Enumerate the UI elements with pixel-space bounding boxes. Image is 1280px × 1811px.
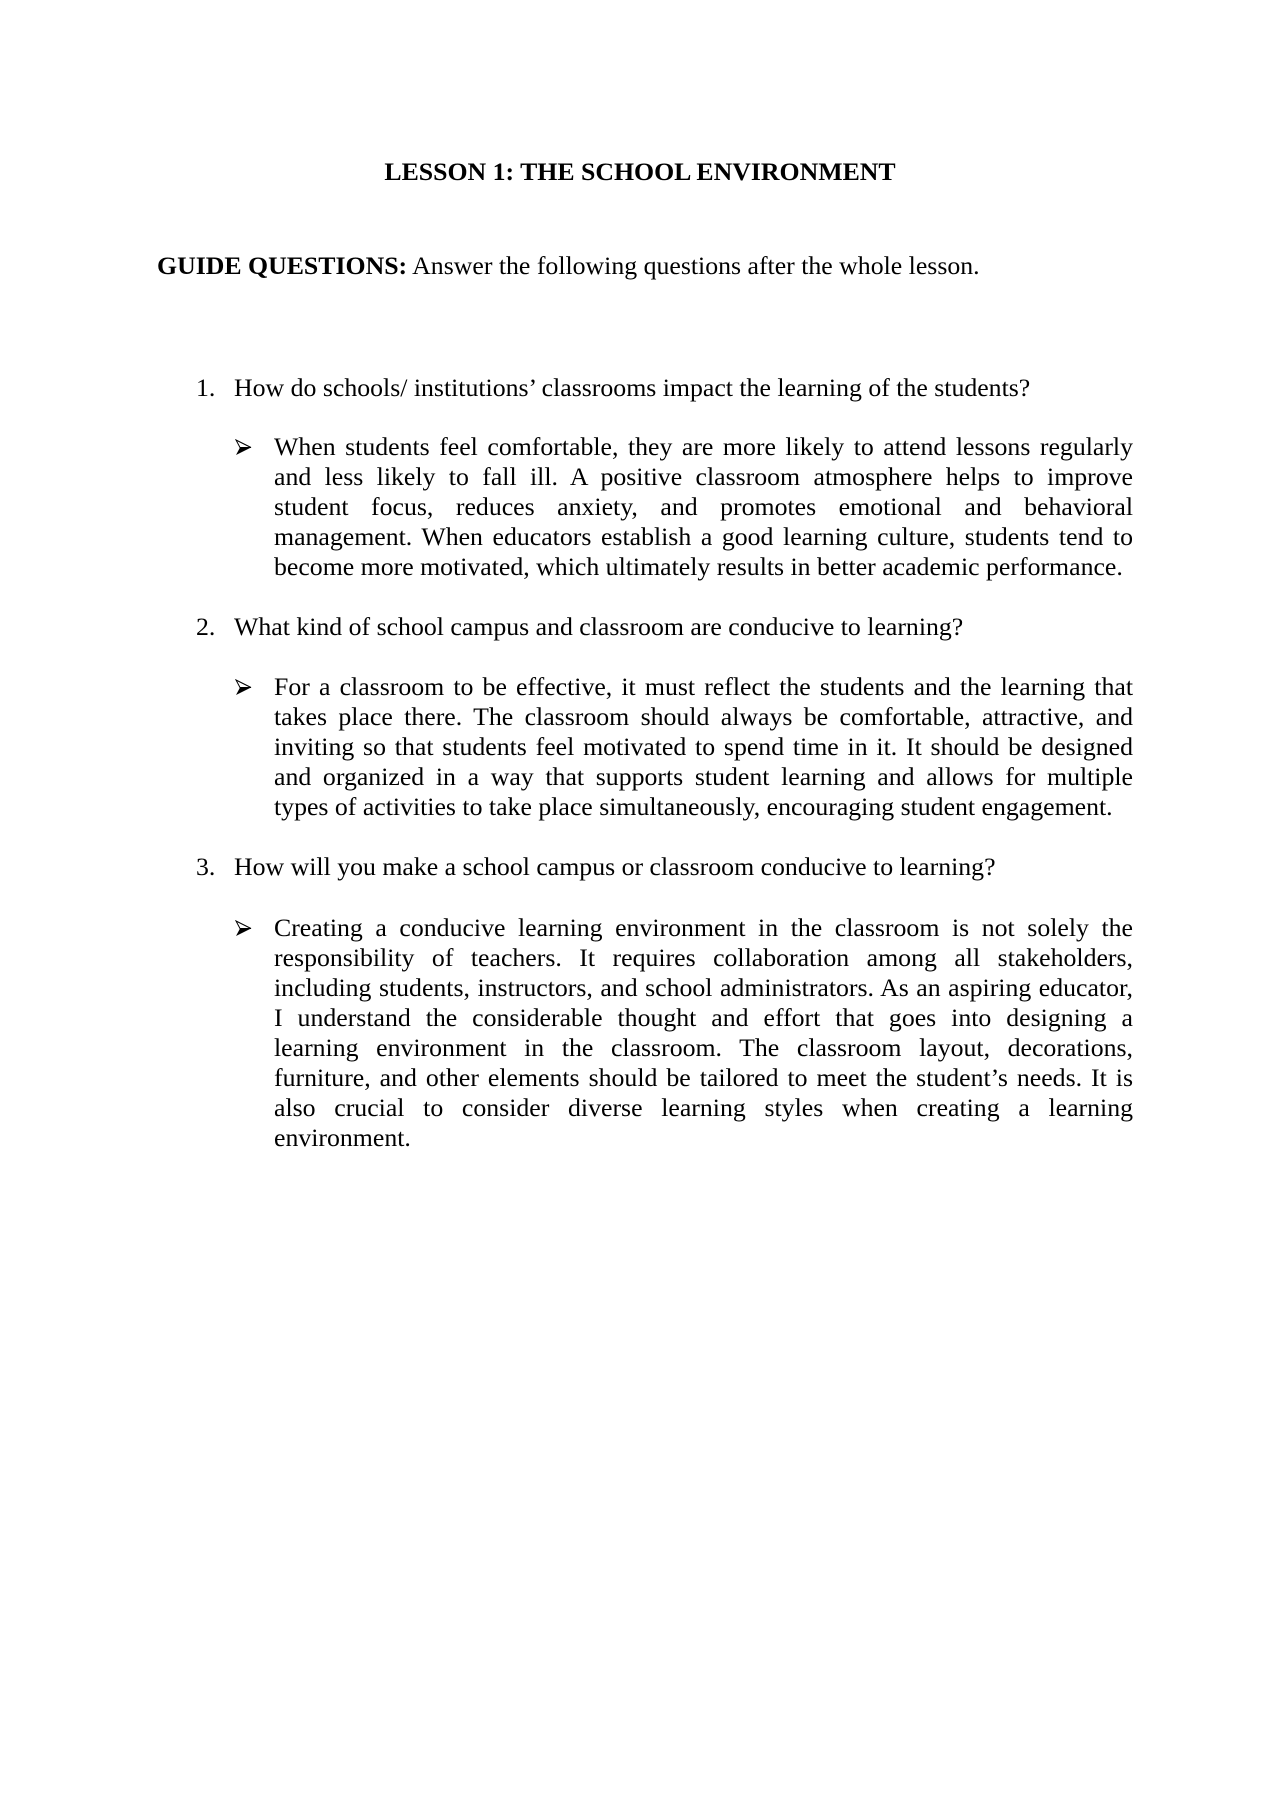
question-text: What kind of school campus and classroom are conducive to learning? <box>234 612 964 641</box>
guide-questions-label: GUIDE QUESTIONS: <box>157 251 408 280</box>
answer-paragraph <box>274 432 1133 582</box>
question-text: How will you make a school campus or classroom conducive to learning? <box>234 852 996 881</box>
answer-line: takes place there. The classroom should always be comfortable, attractive, and <box>274 702 1133 731</box>
lesson-title: LESSON 1: THE SCHOOL ENVIRONMENT <box>384 157 896 186</box>
answer-line: including students, instructors, and school administrators. As an aspiring educator, <box>274 973 1133 1002</box>
arrowhead-bullet-icon <box>235 679 252 696</box>
guide-questions-instruction: Answer the following questions after the whole lesson. <box>407 251 980 280</box>
answer-line: inviting so that students feel motivated to spend time in it. It should be designed <box>274 732 1133 761</box>
answer-line: environment. <box>274 1123 411 1152</box>
answer-line: furniture, and other elements should be tailored to meet the student’s needs. It is <box>274 1063 1133 1092</box>
answer-line: management. When educators establish a good learning culture, students tend to <box>274 522 1133 551</box>
answer-paragraph <box>274 913 1133 1153</box>
arrowhead-bullet-icon <box>235 439 252 456</box>
answer-line: student focus, reduces anxiety, and promotes emotional and behavioral <box>274 492 1133 521</box>
answer-line: and organized in a way that supports student learning and allows for multiple <box>274 762 1133 791</box>
arrowhead-bullet-icon <box>235 920 252 937</box>
question-number: 2. <box>196 612 216 641</box>
answer-line: For a classroom to be effective, it must reflect the students and the learning that <box>274 672 1133 701</box>
answer-paragraph <box>274 672 1133 822</box>
answer-line: become more motivated, which ultimately results in better academic performance. <box>274 552 1123 581</box>
guide-questions-intro <box>157 251 980 281</box>
answer-line: learning environment in the classroom. The classroom layout, decorations, <box>274 1033 1133 1062</box>
answer-line: types of activities to take place simultaneously, encouraging student engagement. <box>274 792 1113 821</box>
answer-line: When students feel comfortable, they are more likely to attend lessons regularly <box>274 432 1133 461</box>
question-number: 3. <box>196 852 216 881</box>
answer-line: I understand the considerable thought and effort that goes into designing a <box>274 1003 1133 1032</box>
answer-line: Creating a conducive learning environment in the classroom is not solely the <box>274 913 1133 942</box>
answer-line: also crucial to consider diverse learning styles when creating a learning <box>274 1093 1133 1122</box>
answer-line: responsibility of teachers. It requires collaboration among all stakeholders, <box>274 943 1133 972</box>
question-text: How do schools/ institutions’ classrooms impact the learning of the students? <box>234 373 1031 402</box>
question-number: 1. <box>196 373 216 402</box>
answer-line: and less likely to fall ill. A positive classroom atmosphere helps to improve <box>274 462 1133 491</box>
